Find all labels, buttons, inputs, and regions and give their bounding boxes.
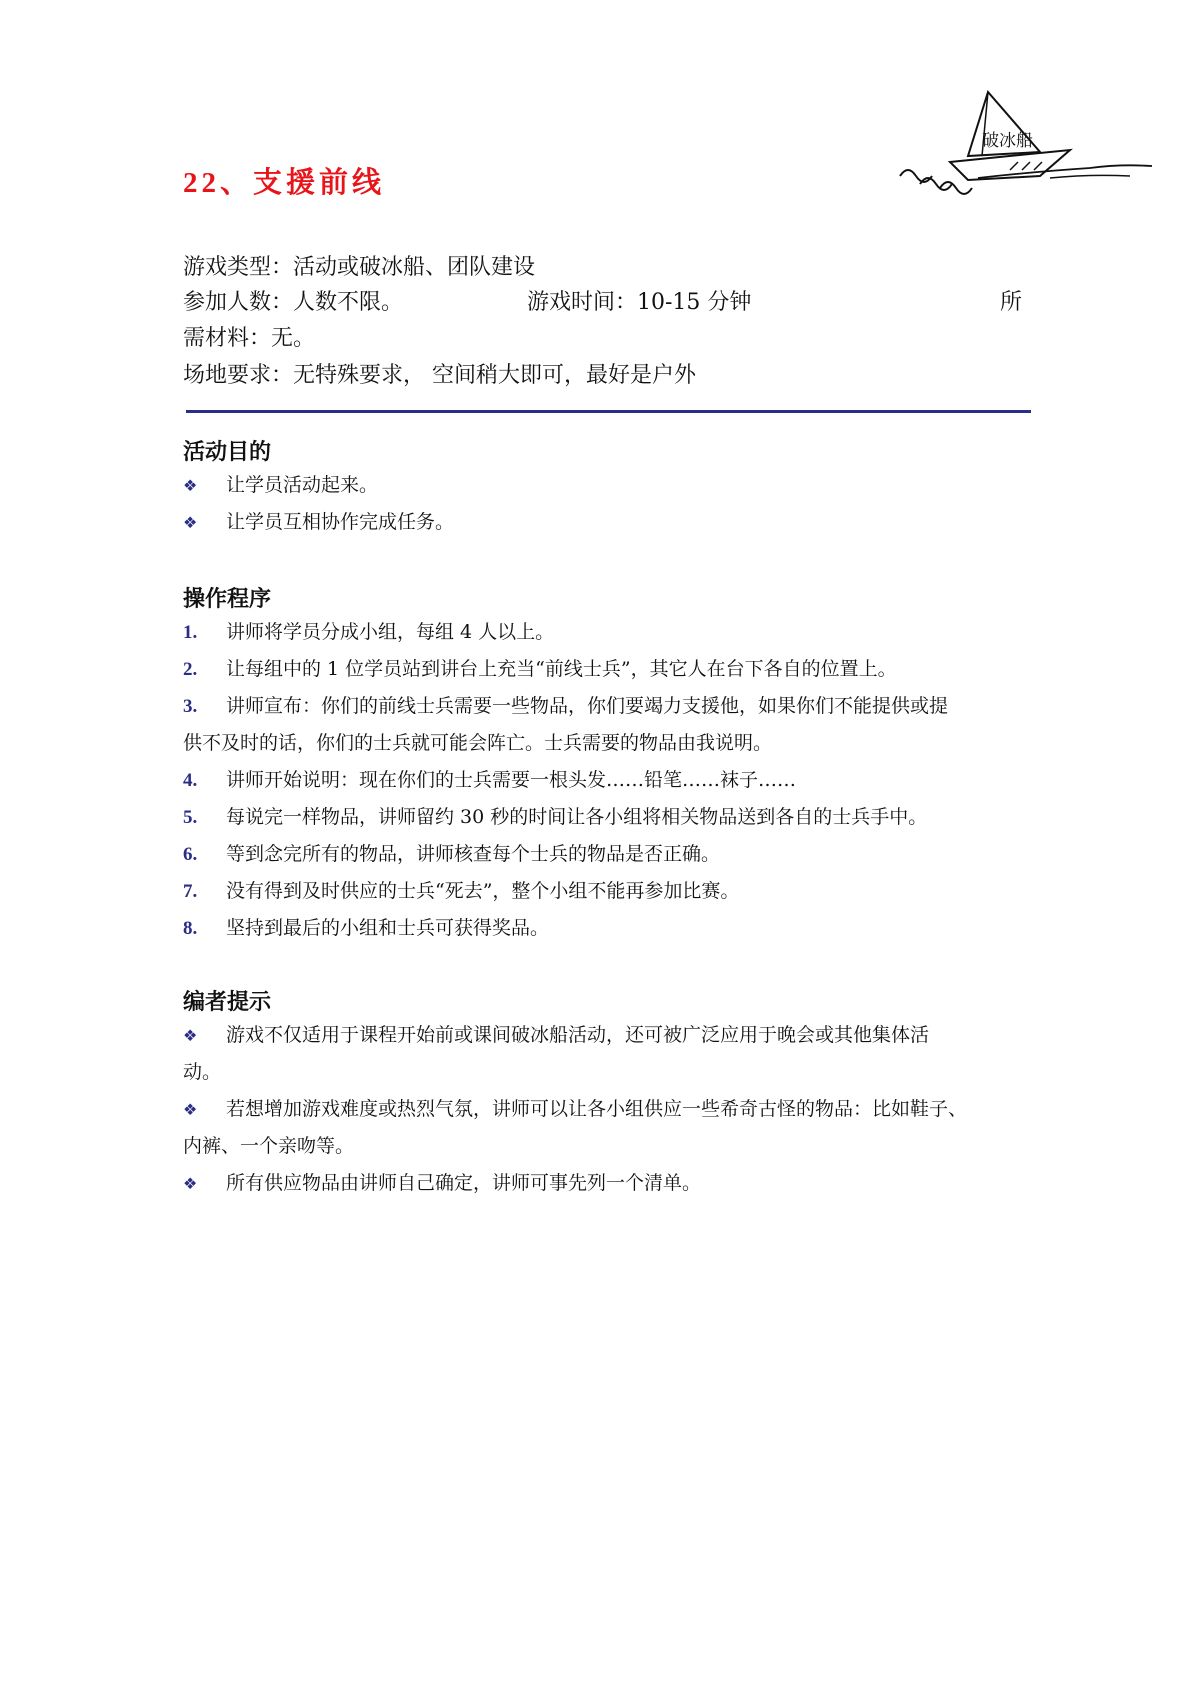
info-venue: 场地要求：无特殊要求， 空间稍大即可，最好是户外	[183, 363, 696, 388]
notes-item-continuation: 动。	[183, 1061, 222, 1083]
section-divider	[186, 410, 1031, 413]
info-materials: 需材料：无。	[183, 326, 316, 351]
bullet-diamond-icon: ❖	[183, 476, 198, 495]
notes-item: ❖ 所有供应物品由讲师自己确定，讲师可事先列一个清单。	[183, 1165, 1033, 1202]
purpose-item: ❖ 让学员互相协作完成任务。	[183, 504, 1033, 541]
bullet-diamond-icon: ❖	[183, 1100, 198, 1119]
notes-item-continuation: 内裤、一个亲吻等。	[183, 1135, 355, 1157]
bullet-diamond-icon: ❖	[183, 1026, 198, 1045]
info-game-type: 游戏类型：活动或破冰船、团队建设	[183, 255, 536, 280]
purpose-item: ❖ 让学员活动起来。	[183, 467, 1033, 504]
procedure-step: 4. 讲师开始说明：现在你们的士兵需要一根头发……铅笔……袜子……	[183, 769, 797, 791]
procedure-step: 1. 讲师将学员分成小组，每组 4 人以上。	[183, 621, 555, 643]
procedure-step-continuation: 供不及时的话，你们的士兵就可能会阵亡。士兵需要的物品由我说明。	[183, 732, 773, 754]
logo-text: 破冰船	[982, 131, 1033, 151]
notes-heading: 编者提示	[183, 990, 272, 1015]
procedure-step: 7. 没有得到及时供应的士兵“死去”，整个小组不能再参加比赛。	[183, 880, 740, 902]
procedure-step: 6. 等到念完所有的物品，讲师核查每个士兵的物品是否正确。	[183, 843, 721, 865]
procedure-step: 5. 每说完一样物品，讲师留约 30 秒的时间让各小组将相关物品送到各自的士兵手中。	[183, 806, 928, 828]
info-materials-lead: 所	[1000, 290, 1023, 315]
procedure-step: 2. 让每组中的 1 位学员站到讲台上充当“前线士兵”，其它人在台下各自的位置上。	[183, 658, 897, 680]
notes-item: ❖ 游戏不仅适用于课程开始前或课间破冰船活动，还可被广泛应用于晚会或其他集体活	[183, 1017, 1033, 1054]
page-title: 22、支援前线	[183, 167, 386, 199]
info-duration: 游戏时间：10-15 分钟	[527, 290, 752, 315]
bullet-diamond-icon: ❖	[183, 513, 198, 532]
info-participants: 参加人数：人数不限。	[183, 290, 404, 315]
bullet-diamond-icon: ❖	[183, 1174, 198, 1193]
procedure-step: 8. 坚持到最后的小组和士兵可获得奖品。	[183, 917, 550, 939]
procedure-step: 3. 讲师宣布：你们的前线士兵需要一些物品，你们要竭力支援他，如果你们不能提供或提	[183, 695, 949, 717]
purpose-heading: 活动目的	[183, 440, 272, 465]
notes-item: ❖ 若想增加游戏难度或热烈气氛，讲师可以让各小组供应一些希奇古怪的物品：比如鞋子、	[183, 1091, 1033, 1128]
procedure-heading: 操作程序	[183, 587, 272, 612]
icebreaker-boat-logo	[890, 84, 1160, 214]
